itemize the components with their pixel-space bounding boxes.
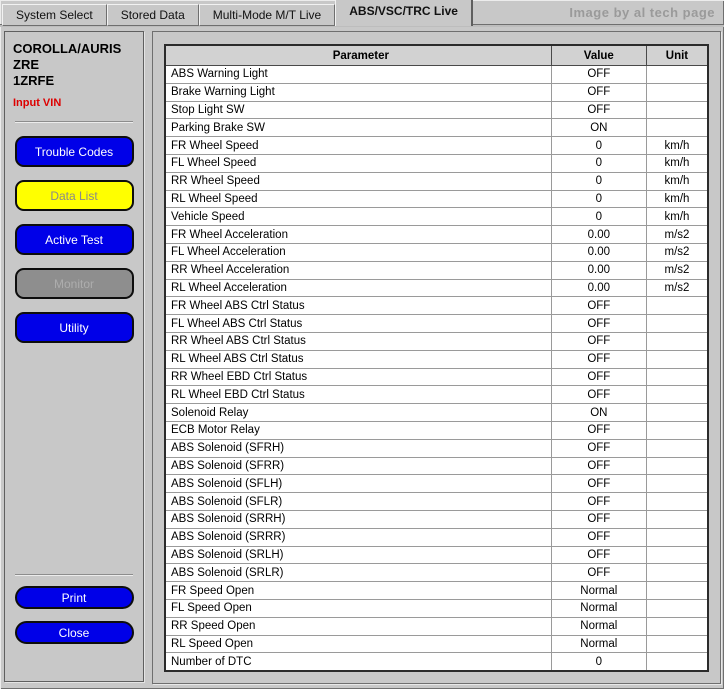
active-test-button[interactable]: Active Test: [15, 224, 134, 255]
unit-cell: [647, 297, 707, 314]
unit-cell: km/h: [664, 175, 690, 188]
parameter-cell: ABS Solenoid (SRRH): [166, 511, 552, 528]
parameter-cell: RL Wheel EBD Ctrl Status: [166, 386, 552, 403]
parameter-cell: RR Speed Open: [166, 618, 552, 635]
value-cell: OFF: [552, 315, 647, 332]
close-button[interactable]: Close: [15, 621, 134, 644]
unit-cell: [647, 618, 707, 635]
value-cell: 0.00: [552, 244, 647, 261]
value-cell: 0: [552, 173, 647, 190]
tab-system-select[interactable]: System Select: [2, 4, 107, 26]
unit-cell: [647, 511, 707, 528]
data-list-panel: [152, 31, 721, 684]
header-unit: Unit: [665, 49, 689, 62]
parameter-cell: ABS Solenoid (SRLR): [166, 564, 552, 581]
table-row[interactable]: [166, 618, 707, 636]
trouble-codes-button[interactable]: Trouble Codes: [15, 136, 134, 167]
value-cell: ON: [552, 404, 647, 421]
unit-cell: [647, 369, 707, 386]
value-cell: OFF: [552, 564, 647, 581]
parameter-cell: ABS Solenoid (SFLR): [166, 493, 552, 510]
unit-cell: [647, 547, 707, 564]
table-row[interactable]: [166, 244, 707, 262]
unit-cell: [647, 564, 707, 581]
vehicle-series: ZRE: [13, 57, 39, 72]
sidebar-footer: [5, 562, 143, 644]
value-cell: OFF: [552, 422, 647, 439]
unit-cell: [647, 333, 707, 350]
unit-cell: km/h: [664, 210, 690, 223]
unit-cell: [647, 422, 707, 439]
parameter-cell: RR Wheel ABS Ctrl Status: [166, 333, 552, 350]
unit-cell: m/s2: [664, 281, 690, 294]
table-row[interactable]: [166, 102, 707, 120]
unit-cell: [647, 102, 707, 119]
utility-button[interactable]: Utility: [15, 312, 134, 343]
value-cell: OFF: [552, 84, 647, 101]
table-row[interactable]: [166, 369, 707, 387]
unit-cell: [647, 404, 707, 421]
unit-cell: m/s2: [664, 246, 690, 259]
table-row[interactable]: [166, 155, 707, 173]
parameter-cell: RL Wheel Acceleration: [166, 280, 552, 297]
unit-cell: m/s2: [664, 228, 690, 241]
tab-strip: [2, 0, 473, 26]
table-row[interactable]: [166, 191, 707, 209]
parameter-cell: Vehicle Speed: [166, 208, 552, 225]
value-cell: Normal: [552, 582, 647, 599]
unit-cell: [647, 315, 707, 332]
parameter-cell: ABS Solenoid (SRRR): [166, 529, 552, 546]
unit-cell: [647, 351, 707, 368]
data-list-button[interactable]: Data List: [15, 180, 134, 211]
value-cell: OFF: [552, 386, 647, 403]
table-row[interactable]: [166, 386, 707, 404]
unit-cell: km/h: [664, 139, 690, 152]
value-cell: 0: [552, 208, 647, 225]
unit-cell: [647, 582, 707, 599]
parameter-cell: Solenoid Relay: [166, 404, 552, 421]
unit-cell: [647, 440, 707, 457]
parameter-cell: FR Speed Open: [166, 582, 552, 599]
value-cell: 0: [552, 137, 647, 154]
table-row[interactable]: [166, 422, 707, 440]
unit-cell: [647, 458, 707, 475]
table-row[interactable]: [166, 119, 707, 137]
parameter-cell: RR Wheel EBD Ctrl Status: [166, 369, 552, 386]
watermark-credit-text: Image by al tech page: [569, 5, 715, 20]
tab-stored-data[interactable]: Stored Data: [107, 4, 199, 26]
table-row[interactable]: [166, 440, 707, 458]
parameter-cell: FL Wheel Acceleration: [166, 244, 552, 261]
table-row[interactable]: [166, 600, 707, 618]
parameter-cell: ABS Solenoid (SRLH): [166, 547, 552, 564]
table-row[interactable]: [166, 66, 707, 84]
table-row[interactable]: [166, 458, 707, 476]
table-row[interactable]: [166, 315, 707, 333]
vehicle-model: COROLLA/AURIS: [13, 41, 122, 56]
value-cell: OFF: [552, 66, 647, 83]
parameter-cell: RL Wheel ABS Ctrl Status: [166, 351, 552, 368]
table-body: [166, 66, 707, 670]
sidebar-divider-bottom: [15, 574, 133, 576]
table-row[interactable]: [166, 547, 707, 565]
unit-cell: [647, 119, 707, 136]
table-row[interactable]: [166, 297, 707, 315]
parameter-cell: Brake Warning Light: [166, 84, 552, 101]
sidebar-panel: [4, 31, 144, 682]
table-row[interactable]: [166, 173, 707, 191]
table-row[interactable]: [166, 137, 707, 155]
parameter-cell: FR Wheel ABS Ctrl Status: [166, 297, 552, 314]
unit-cell: [647, 84, 707, 101]
tab-bar: [0, 0, 724, 28]
sidebar-divider-top: [15, 121, 133, 123]
table-row[interactable]: [166, 564, 707, 582]
parameter-cell: Parking Brake SW: [166, 119, 552, 136]
value-cell: OFF: [552, 475, 647, 492]
unit-cell: m/s2: [664, 264, 690, 277]
unit-cell: [647, 529, 707, 546]
unit-cell: [647, 653, 707, 670]
tab-abs-vsc-trc-live[interactable]: ABS/VSC/TRC Live: [335, 0, 473, 26]
value-cell: 0: [552, 191, 647, 208]
parameter-cell: RR Wheel Speed: [166, 173, 552, 190]
parameter-cell: ECB Motor Relay: [166, 422, 552, 439]
value-cell: OFF: [552, 333, 647, 350]
parameter-cell: ABS Solenoid (SFRR): [166, 458, 552, 475]
parameter-cell: FL Wheel Speed: [166, 155, 552, 172]
table-row[interactable]: [166, 226, 707, 244]
tab-multi-mode-mt-live[interactable]: Multi-Mode M/T Live: [199, 4, 335, 26]
unit-cell: [647, 475, 707, 492]
table-row[interactable]: [166, 475, 707, 493]
header-value: Value: [552, 46, 647, 65]
parameter-cell: FR Wheel Acceleration: [166, 226, 552, 243]
table-row[interactable]: [166, 529, 707, 547]
table-row[interactable]: [166, 280, 707, 298]
value-cell: 0: [552, 155, 647, 172]
value-cell: 0.00: [552, 262, 647, 279]
vehicle-info: [5, 32, 143, 89]
unit-cell: [647, 386, 707, 403]
parameter-cell: ABS Warning Light: [166, 66, 552, 83]
unit-cell: [647, 600, 707, 617]
table-row[interactable]: [166, 404, 707, 422]
live-data-table: [164, 44, 709, 672]
input-vin-label: Input VIN: [13, 97, 62, 109]
table-row[interactable]: [166, 208, 707, 226]
parameter-cell: RL Speed Open: [166, 636, 552, 653]
unit-cell: km/h: [664, 157, 690, 170]
value-cell: OFF: [552, 351, 647, 368]
parameter-cell: ABS Solenoid (SFRH): [166, 440, 552, 457]
unit-cell: [647, 493, 707, 510]
parameter-cell: ABS Solenoid (SFLH): [166, 475, 552, 492]
value-cell: 0.00: [552, 226, 647, 243]
unit-cell: [647, 66, 707, 83]
header-parameter: Parameter: [166, 46, 552, 65]
value-cell: Normal: [552, 600, 647, 617]
vehicle-engine: 1ZRFE: [13, 73, 55, 88]
value-cell: OFF: [552, 369, 647, 386]
parameter-cell: FL Speed Open: [166, 600, 552, 617]
value-cell: OFF: [552, 102, 647, 119]
table-row[interactable]: [166, 511, 707, 529]
table-row[interactable]: [166, 493, 707, 511]
value-cell: OFF: [552, 458, 647, 475]
value-cell: Normal: [552, 618, 647, 635]
unit-cell: [647, 636, 707, 653]
parameter-cell: Number of DTC: [166, 653, 552, 670]
value-cell: OFF: [552, 529, 647, 546]
value-cell: Normal: [552, 636, 647, 653]
unit-cell: km/h: [664, 192, 690, 205]
value-cell: OFF: [552, 297, 647, 314]
value-cell: 0: [552, 653, 647, 670]
parameter-cell: FL Wheel ABS Ctrl Status: [166, 315, 552, 332]
table-header-row: [166, 46, 707, 66]
table-row[interactable]: [166, 351, 707, 369]
table-row[interactable]: [166, 84, 707, 102]
value-cell: ON: [552, 119, 647, 136]
table-row[interactable]: [166, 653, 707, 670]
print-button[interactable]: Print: [15, 586, 134, 609]
parameter-cell: FR Wheel Speed: [166, 137, 552, 154]
table-row[interactable]: [166, 262, 707, 280]
value-cell: OFF: [552, 547, 647, 564]
parameter-cell: RL Wheel Speed: [166, 191, 552, 208]
table-row[interactable]: [166, 333, 707, 351]
parameter-cell: Stop Light SW: [166, 102, 552, 119]
value-cell: OFF: [552, 511, 647, 528]
monitor-button[interactable]: Monitor: [15, 268, 134, 299]
value-cell: OFF: [552, 493, 647, 510]
value-cell: OFF: [552, 440, 647, 457]
value-cell: 0.00: [552, 280, 647, 297]
table-row[interactable]: [166, 582, 707, 600]
table-row[interactable]: [166, 636, 707, 654]
parameter-cell: RR Wheel Acceleration: [166, 262, 552, 279]
